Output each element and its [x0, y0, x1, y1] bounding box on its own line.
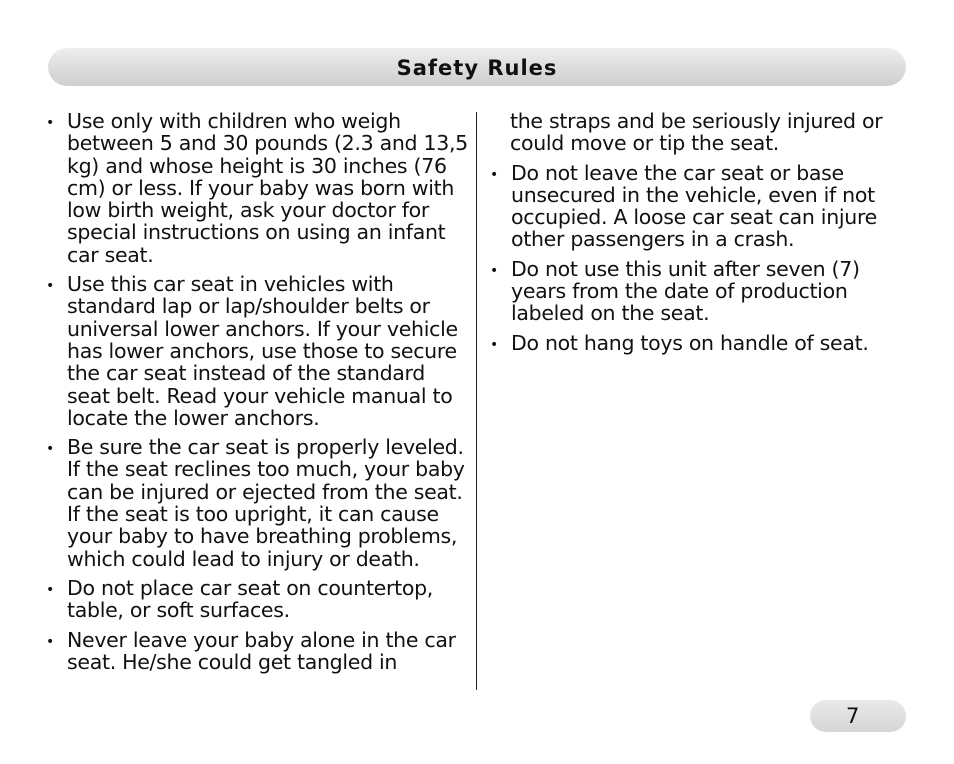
- bullet-icon: •: [490, 166, 498, 183]
- page-number-badge: [810, 700, 906, 732]
- header-bar: [48, 48, 906, 86]
- rule-text: Do not place car seat on countertop, table, or soft surfaces.: [67, 575, 434, 623]
- list-item: [488, 162, 908, 251]
- bullet-icon: •: [46, 115, 54, 131]
- column-divider: [476, 112, 477, 690]
- rule-text: Use only with children who weigh between 5 and 30 pounds (2.3 and 13,5 kg) and whose height is 30 inches (76 cm) or less. If your baby was born with low birth weight, ask your doctor for special instructions on using an infant car seat.: [67, 109, 468, 267]
- page-number: 7: [846, 704, 860, 728]
- rule-text: Do not leave the car seat or base unsecured in the vehicle, even if not occupied. A loose car seat can injure other passengers in a crash.: [511, 160, 877, 252]
- bullet-icon: •: [490, 262, 498, 279]
- rule-text: Do not use this unit after seven (7) years from the date of production labeled on the seat.: [511, 256, 860, 326]
- rule-text: Be sure the car seat is properly leveled. If the seat reclines too much, your baby can be injured or ejected from the seat. If the seat is too upright, it can cause your baby to have breathing problems, which could lead to injury or death.: [67, 435, 465, 571]
- left-rule-list: [44, 110, 468, 673]
- right-rule-list: [488, 110, 908, 354]
- list-item: [44, 436, 468, 570]
- page-title: Safety Rules: [396, 55, 558, 80]
- rule-text: Use this car seat in vehicles with standard lap or lap/shoulder belts or universal lower anchors. If your vehicle has lower anchors, use those to secure the car seat instead of the standard seat belt. Read your vehicle manual to locate the lower anchors.: [67, 272, 458, 430]
- rule-text: Do not hang toys on handle of seat.: [511, 330, 869, 355]
- rule-text: the straps and be seriously injured or could move or tip the seat.: [510, 109, 883, 156]
- list-item: [488, 258, 908, 325]
- list-item: [44, 110, 468, 266]
- list-item: [44, 577, 468, 622]
- list-item: [44, 629, 468, 674]
- bullet-icon: •: [490, 336, 498, 353]
- list-item-continuation: [488, 110, 908, 155]
- bullet-icon: •: [46, 581, 54, 598]
- list-item: [488, 332, 908, 354]
- right-column: [488, 110, 908, 361]
- bullet-icon: •: [46, 278, 54, 295]
- left-column: [44, 110, 468, 680]
- bullet-icon: •: [46, 633, 54, 650]
- bullet-icon: •: [46, 441, 54, 458]
- list-item: [44, 273, 468, 429]
- rule-text: Never leave your baby alone in the car seat. He/she could get tangled in: [67, 627, 456, 674]
